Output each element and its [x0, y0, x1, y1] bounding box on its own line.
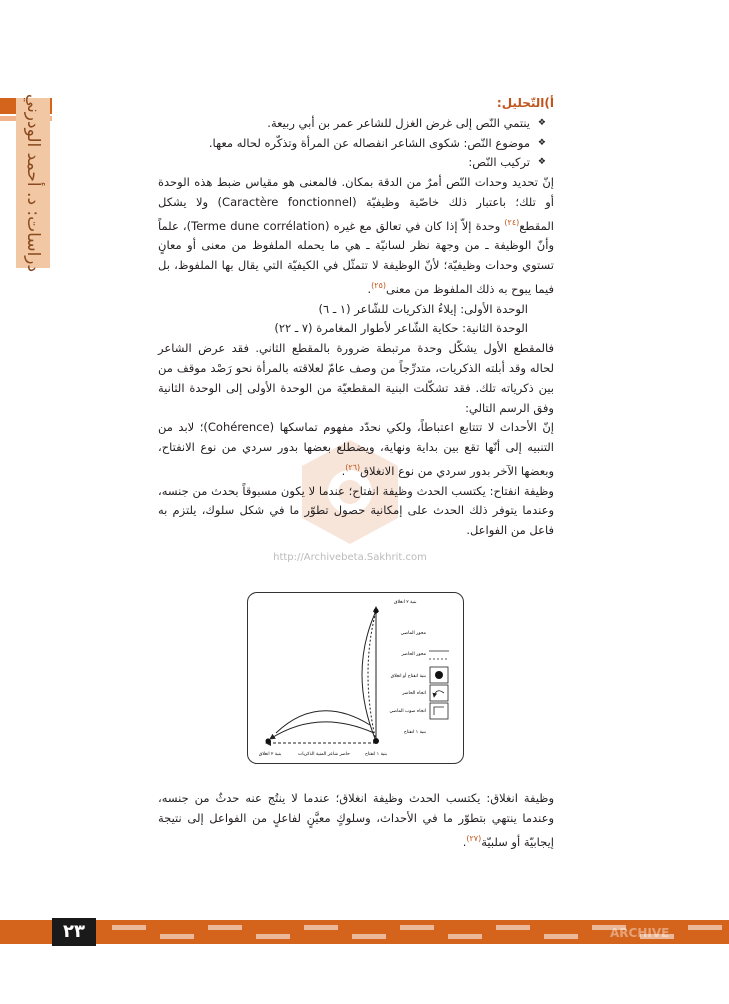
watermark-text: ARCHIVE: [610, 926, 670, 940]
bullet-item: ❖ تركيب النّص:: [158, 153, 554, 173]
unit-2: الوحدة الثانية: حكاية الشّاعر لأطوار المغامرة (٧ ـ ٢٢): [274, 321, 528, 336]
svg-text:حاضر شاعر المنية الذكريات: حاضر شاعر المنية الذكريات: [298, 752, 350, 757]
svg-text:محور الحاضر: محور الحاضر: [401, 652, 426, 657]
svg-text:اتجاه صوب الماضي: اتجاه صوب الماضي: [389, 709, 426, 714]
paragraph-2: فالمقطع الأول يشكّل وحدة مرتبطة ضرورة بالمقطع الثاني. فقد عرض الشاعر لحاله وقد أبلته الذكريات، متدرِّجاً من وصف عامّ لعلاقته بالمرأة نحو رَصْد موقف من بين ذكرياته تلك. فقد تشكّلت البنية المقطعيّة من الوحدة الأولى إلى الوحدة الثانية وفق الرسم التالي:: [158, 341, 554, 415]
watermark-url: http://Archivebeta.Sakhrit.com: [273, 552, 427, 563]
page-number: ٢٣: [52, 918, 96, 946]
svg-text:بنية ٢ انغلاق: بنية ٢ انغلاق: [258, 752, 282, 757]
body-text: [158, 94, 554, 541]
paragraph-5: وظيفة انغلاق: يكتسب الحدث وظيفة انغلاق؛ عندما لا ينتُج عنه حدثٌ من جنسه، وعندما ينتهي بتطوّر ما في الأحداث، وسلوكٍ معيَّنٍ لفاعلٍ من الفواعل إلى نتيجة إيجابيّة أو سلبيّة$^{(٢٧)}$.: [158, 791, 554, 849]
bullet-item: ❖ موضوع النّص: شكوى الشاعر انفصاله عن المرأة وتذكّره لحاله معها.: [158, 134, 554, 154]
svg-text:بنية ١ انفتاح: بنية ١ انفتاح: [403, 730, 426, 735]
section-heading: أ)التّحليل:: [496, 96, 554, 110]
footer-band: [0, 920, 729, 944]
footnote-ref[interactable]: (٢٧): [466, 833, 482, 843]
svg-text:بنية انفتاح أو انغلاق: بنية انفتاح أو انغلاق: [390, 674, 426, 679]
body-text-2: [158, 789, 554, 852]
footnote-ref[interactable]: (٢٦): [345, 463, 361, 472]
unit-1: الوحدة الأولى: إيلاءُ الذكريات للشّاعر (١ ـ ٦): [318, 301, 528, 316]
narrative-structure-diagram: [247, 592, 464, 764]
svg-text:محور الماضي: محور الماضي: [400, 631, 426, 636]
footnote-ref[interactable]: (٢٤): [504, 217, 520, 227]
side-title-box: [16, 93, 50, 273]
top-label: بنية ٢ انغلاق: [394, 600, 417, 605]
paragraph-3: إنّ الأحداث لا تتتابع اعتباطاً، ولكي نحدّد مفهوم تماسكها (Cohérence)؛ لابد من التنبيه إلى أنّها تقع بين بداية ونهاية، ويضطلع بعضها بدور سردي من نوع الانفتاح، وبعضها الآخر بدور سردي من نوع الانغلاق$^{(٢٦)}$.: [158, 420, 554, 478]
footnote-ref[interactable]: (٢٥): [371, 281, 386, 290]
side-title: دراسات: د. أحمد الودرني: [23, 93, 43, 273]
paragraph-4: وظيفة انفتاح: يكتسب الحدث وظيفة انفتاح؛ عندما لا يكون مسبوقاً بحدث من جنسه، وعندما يتوفر ذلك الحدث على إمكانية حصول تطوّر ما في شكل سلوك، يلتزم به فاعل من الفواعل.: [158, 483, 554, 538]
bullet-item: ❖ ينتمي النّص إلى غرض الغزل للشاعر عمر بن أبي ربيعة.: [158, 114, 554, 134]
svg-text:اتجاه الحاضر: اتجاه الحاضر: [402, 691, 426, 696]
paragraph-1: إنّ تحديد وحدات النّص أمرٌ من الدقة بمكان. فالمعنى هو مقياس ضبط هذه الوحدة أو تلك؛ باعتبار ذلك خاصّية وظيفيّة (Caractère fonctionnel) ولا يشكل المقطع$^{(٢٤)}$ وحدة إلاّ إذا كان في تعالق مع غيره (Terme dune corrélation)، علماً وأنّ الوظيفة ـ من وجهة نظر لسانيّة ـ هي ما يحمله الملفوظ من معنى أو معانٍ تستوي وحدات وظيفيّة؛ لأنّ الوظيفة لا تتمثّل في الكيفيّة التي يقال بها الملفوظ، بل فيما يبوح به ذلك الملفوظ من معنى$^{(٢٥)}$.: [158, 175, 554, 296]
svg-text:بنية ١ انفتاح: بنية ١ انفتاح: [364, 752, 388, 757]
